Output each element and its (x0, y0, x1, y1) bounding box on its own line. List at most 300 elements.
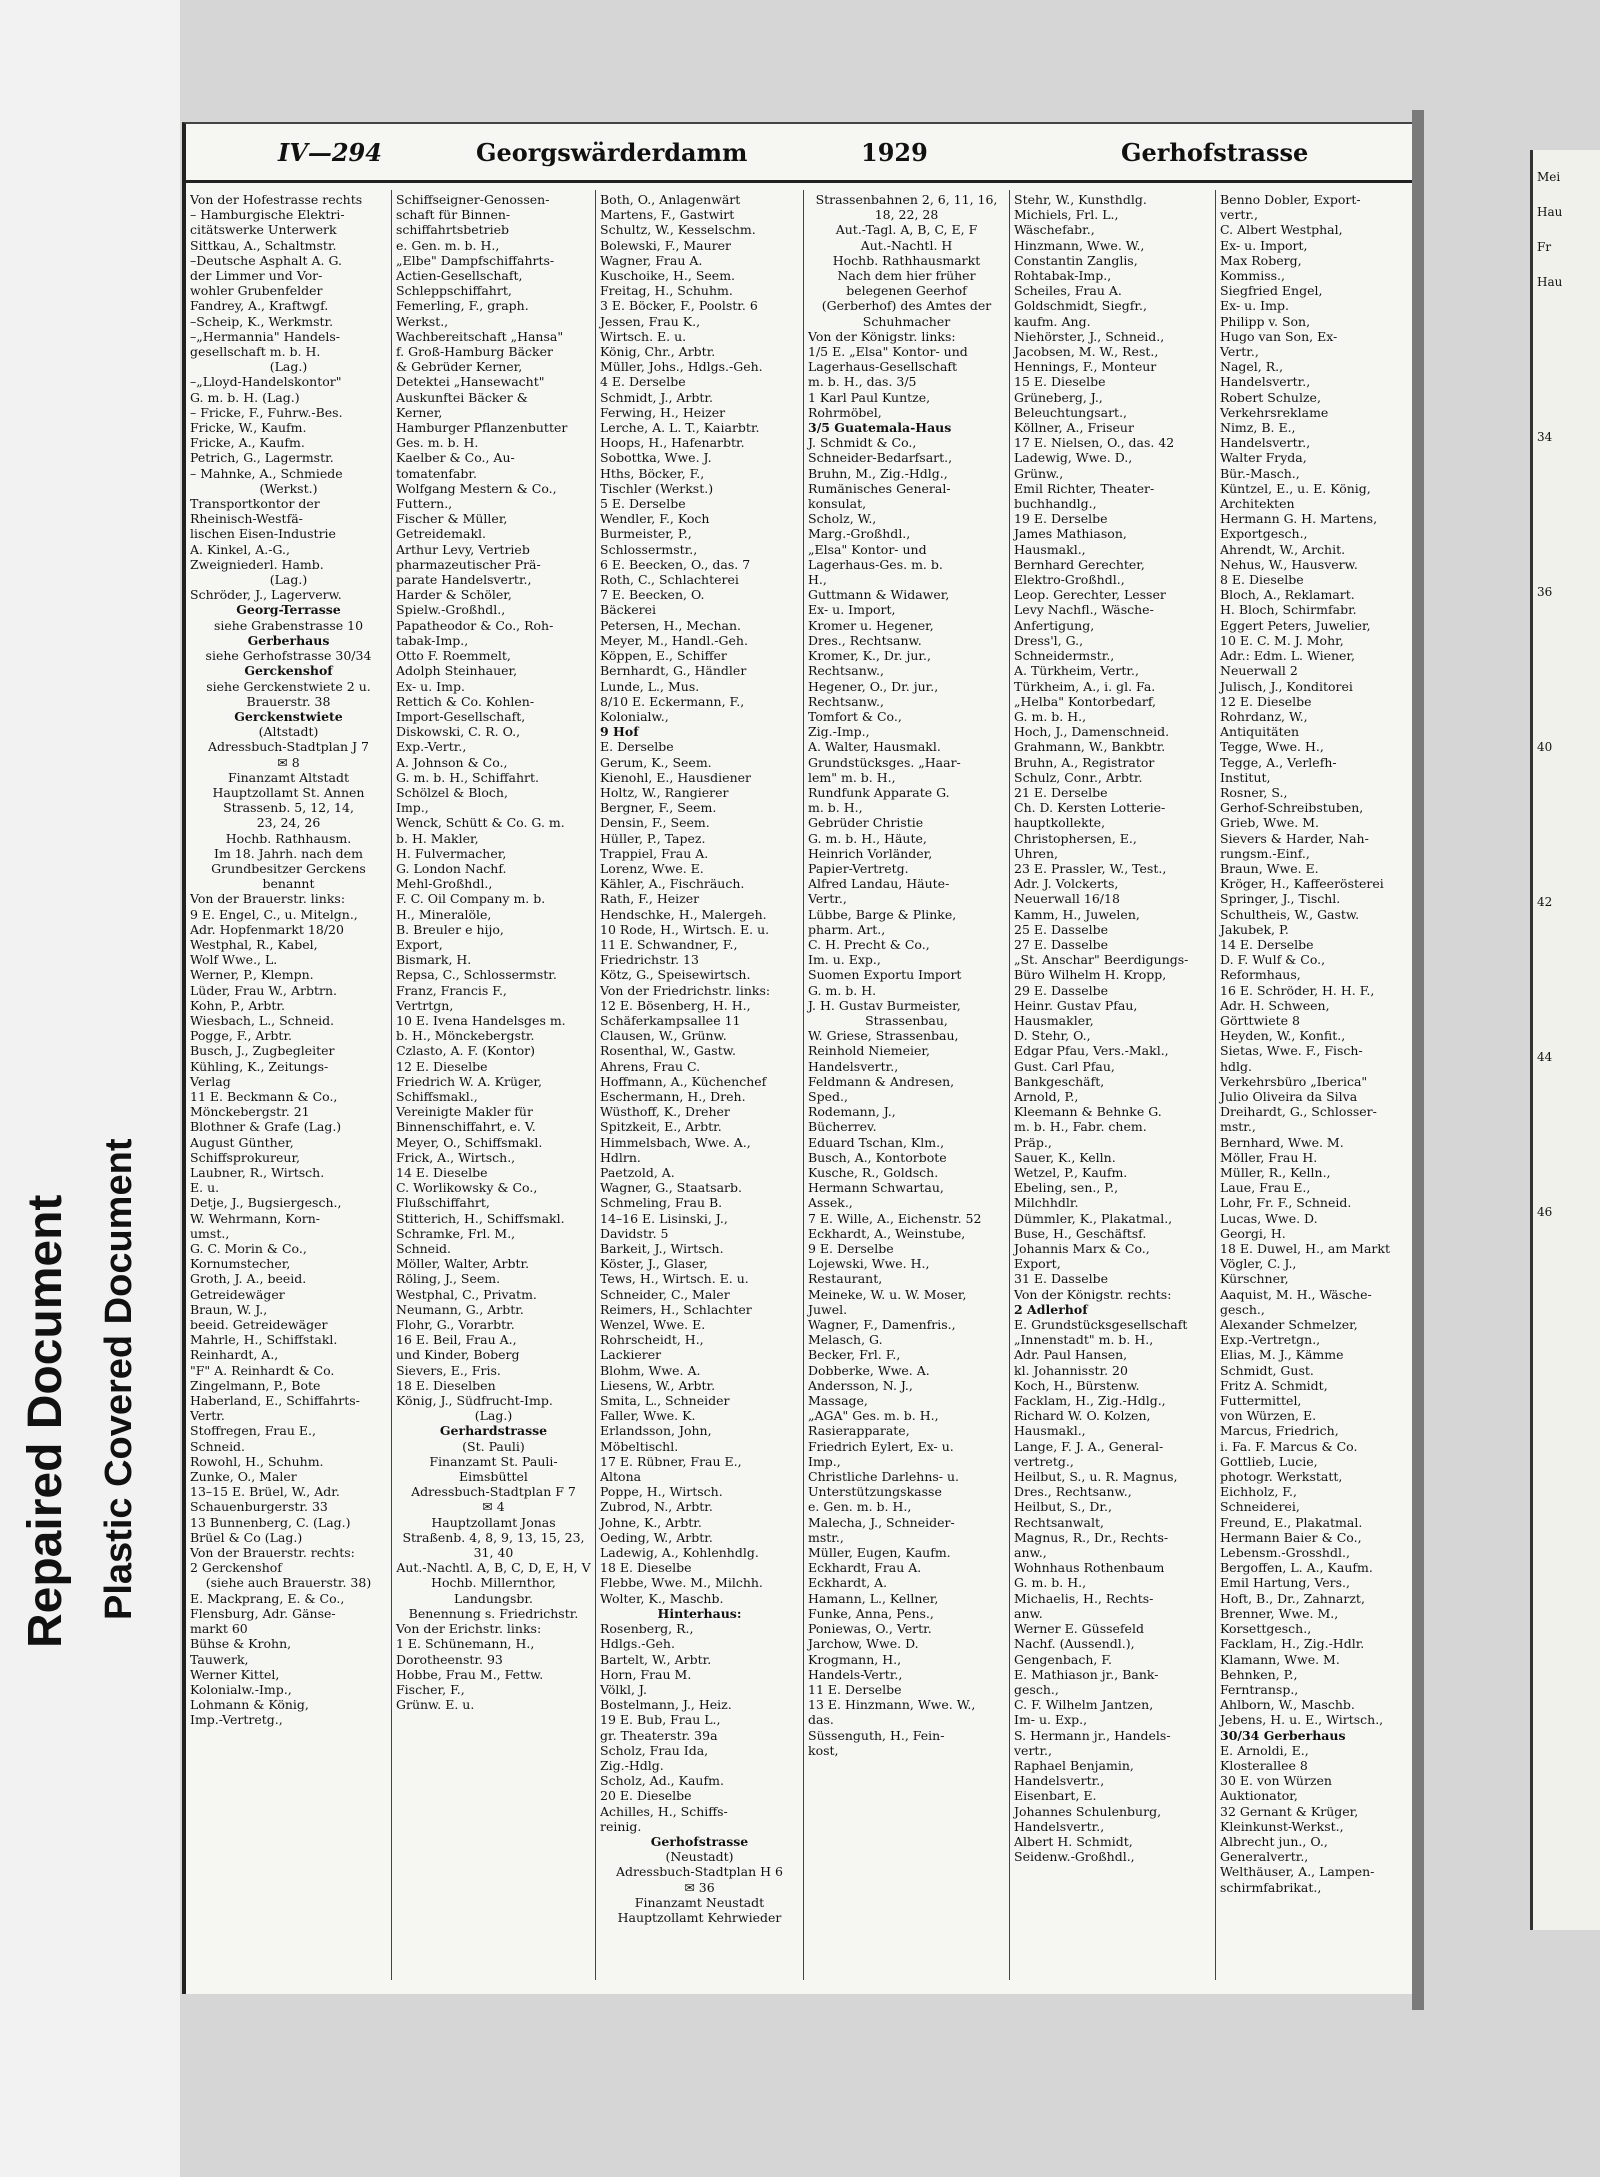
adjacent-page-line: 36 (1537, 585, 1553, 599)
directory-line: Export, (396, 936, 443, 952)
directory-line: (Lag.) (269, 359, 308, 375)
directory-line: Schulz, Conr., Arbtr. (1014, 769, 1143, 785)
directory-line: Sietas, Wwe. F., Fisch- (1220, 1043, 1363, 1059)
directory-line: Bergoffen, L. A., Kaufm. (1220, 1560, 1373, 1576)
directory-line: Rechtsanwalt, (1014, 1514, 1104, 1530)
directory-line: G. m. b. H. (808, 982, 877, 998)
directory-line: 27 E. Dasselbe (1014, 936, 1109, 952)
directory-line: Malecha, J., Schneider- (808, 1514, 955, 1530)
directory-line: Westphal, R., Kabel, (190, 936, 318, 952)
directory-line: Büro Wilhelm H. Kropp, (1014, 967, 1167, 983)
directory-line: Kromer, K., Dr. jur., (808, 648, 931, 664)
directory-line: Jakubek, P. (1220, 921, 1289, 937)
directory-line: Krogmann, H., (808, 1651, 902, 1667)
directory-line: „Innenstadt" m. b. H., (1014, 1332, 1154, 1348)
directory-line: Imp.-Vertretg., (190, 1712, 283, 1728)
directory-line: Exportgesch., (1220, 526, 1308, 542)
directory-line: J. Schmidt & Co., (808, 435, 917, 451)
directory-line: Wagner, G., Staatsarb. (600, 1180, 743, 1196)
directory-line: Schlossermstr., (600, 541, 698, 557)
directory-line: H. Bloch, Schirmfabr. (1220, 602, 1357, 618)
directory-line: Fischer & Müller, (396, 511, 508, 527)
page-edge-shadow (1412, 110, 1424, 2010)
directory-line: Siegfried Engel, (1220, 283, 1323, 299)
directory-line: Hoch, J., Damenschneid. (1014, 724, 1170, 740)
directory-line: Bür.-Masch., (1220, 465, 1300, 481)
directory-line: – Fricke, F., Fuhrw.-Bes. (190, 404, 343, 420)
directory-line: gesch., (1220, 1301, 1265, 1317)
directory-line: Hochb. Rathhausm. (225, 830, 352, 846)
column-4 (804, 190, 1010, 1980)
directory-line: Verkehrsreklame (1220, 404, 1329, 420)
directory-line: Eckhardt, A., Weinstube, (808, 1225, 966, 1241)
directory-line: Hths, Böcker, F., (600, 465, 705, 481)
directory-line: Detje, J., Bugsiergesch., (190, 1195, 342, 1211)
directory-line: Völkl, J. (600, 1681, 647, 1697)
directory-line: Export, (1014, 1256, 1061, 1272)
directory-line: Achilles, H., Schiffs- (600, 1803, 728, 1819)
directory-line: Exp.-Vertr., (396, 739, 467, 755)
directory-line: Lebensm.-Grosshdl., (1220, 1545, 1350, 1561)
directory-line: siehe Gerhofstrasse 30/34 (205, 648, 372, 664)
directory-line: photogr. Werkstatt, (1220, 1469, 1343, 1485)
directory-line: Flußschiffahrt, (396, 1195, 490, 1211)
directory-line: mstr., (1220, 1119, 1256, 1135)
directory-line: Handelsvertr., (1220, 435, 1311, 451)
directory-line: Schuhmacher (862, 313, 951, 329)
directory-line: (Lag.) (474, 1408, 513, 1424)
directory-line: ✉ 8 (277, 754, 300, 770)
directory-line: Hamburger Pflanzenbutter (396, 420, 568, 436)
directory-line: Lucas, Wwe. D. (1220, 1210, 1318, 1226)
directory-line: Kusche, R., Goldsch. (808, 1165, 939, 1180)
directory-line: Hermann Baier & Co., (1220, 1529, 1362, 1545)
directory-line: Hauptzollamt Jonas (431, 1514, 556, 1530)
directory-line: Johne, K., Arbtr. (600, 1514, 702, 1530)
directory-line: Nagel, R., (1220, 359, 1284, 375)
directory-line: das. (808, 1712, 834, 1728)
directory-line: Kleemann & Behnke G. (1014, 1104, 1162, 1120)
directory-line: Marcus, Friedrich, (1220, 1423, 1339, 1439)
directory-line: 12 E. Bösenberg, H. H., (600, 997, 751, 1013)
directory-line: Kornumstecher, (190, 1256, 291, 1272)
directory-line: 31 E. Dasselbe (1014, 1271, 1109, 1287)
directory-line: Wendler, F., Koch (600, 511, 710, 527)
directory-line: Spitzkeit, E., Arbtr. (600, 1119, 722, 1135)
directory-line: Braun, W. J., (190, 1301, 268, 1317)
directory-line: (Altstadt) (258, 724, 319, 740)
directory-line: Stoffregen, Frau E., (190, 1423, 316, 1439)
directory-line: Bartelt, W., Arbtr. (600, 1651, 712, 1667)
directory-line: Jessen, Frau K., (600, 313, 701, 329)
directory-line: „Elsa" Kontor- und (808, 541, 927, 557)
directory-line: Guttmann & Widawer, (808, 587, 950, 603)
directory-line: Korsettgesch., (1220, 1621, 1312, 1637)
directory-line: Eichholz, F., (1220, 1484, 1297, 1500)
directory-line: ✉ 36 (684, 1879, 715, 1895)
column-6 (1216, 190, 1416, 1980)
directory-line: H., Mineralöle, (396, 906, 492, 922)
directory-line: Levy Nachfl., Wäsche- (1014, 602, 1154, 618)
directory-line: Schneider, C., Maler (600, 1286, 730, 1302)
directory-line: 11 E. Derselbe (808, 1681, 902, 1697)
directory-line: Gerhofstrasse (650, 1833, 749, 1849)
directory-line: Wüsthoff, K., Dreher (600, 1104, 730, 1120)
directory-line: Ferwing, H., Heizer (600, 404, 726, 420)
directory-line: Becker, Frl. F., (808, 1347, 901, 1363)
directory-line: rungsm.-Einf., (1220, 845, 1310, 861)
directory-line: Getreidemakl. (396, 526, 487, 542)
directory-line: Eschermann, H., Dreh. (600, 1088, 746, 1104)
directory-line: Goldschmidt, Siegfr., (1014, 298, 1147, 314)
directory-line: Elektro-Großhdl., (1014, 572, 1125, 588)
directory-line: 14 E. Dieselbe (396, 1165, 488, 1180)
directory-line: Möbeltischl. (600, 1438, 679, 1454)
directory-line: Wachbereitschaft „Hansa" (396, 328, 564, 344)
directory-line: Hausmakl., (1014, 541, 1086, 557)
directory-line: Seidenw.-Großhdl., (1014, 1849, 1135, 1865)
directory-line: Sped., (808, 1088, 848, 1104)
directory-line: Bruhn, A., Registrator (1014, 754, 1155, 770)
directory-line: Rodemann, J., (808, 1104, 896, 1120)
directory-line: G. m. b. H., Schiffahrt. (396, 769, 540, 785)
directory-line: Hdlgs.-Geh. (600, 1636, 675, 1652)
directory-line: Dobberke, Wwe. A. (808, 1362, 930, 1378)
directory-line: 17 E. Nielsen, O., das. 42 (1014, 435, 1175, 451)
directory-line: 19 E. Derselbe (1014, 511, 1108, 527)
directory-line: Meyer, M., Handl.-Geh. (600, 632, 748, 648)
directory-line: König, J., Südfrucht-Imp. (396, 1393, 553, 1409)
directory-line: Hegener, O., Dr. jur., (808, 678, 939, 694)
directory-line: Im- u. Exp., (1014, 1712, 1088, 1728)
directory-line: Wiesbach, L., Schneid. (190, 1012, 335, 1028)
directory-line: Suomen Exportu Import (808, 967, 962, 983)
directory-line: schirmfabrikat., (1220, 1879, 1322, 1895)
directory-line: Köster, J., Glaser, (600, 1256, 708, 1272)
directory-line: Import-Gesellschaft, (396, 708, 526, 724)
directory-line: –„Hermannia" Handels- (190, 328, 341, 344)
directory-line: Finanzamt Altstadt (227, 769, 350, 785)
directory-line: Sauer, K., Kelln. (1014, 1149, 1116, 1165)
directory-line: Papatheodor & Co., Roh- (396, 617, 554, 633)
directory-line: Freund, E., Plakatmal. (1220, 1514, 1363, 1530)
directory-line: Stehr, W., Kunsthdlg. (1014, 192, 1147, 207)
directory-line: –„Lloyd-Handelskontor" (190, 374, 342, 390)
directory-line: E. Derselbe (600, 739, 674, 755)
directory-line: Klosterallee 8 (1220, 1757, 1308, 1773)
directory-line: 11 E. Schwandner, F., (600, 936, 738, 952)
directory-line: „AGA" Ges. m. b. H., (808, 1408, 939, 1424)
directory-line: tabak-Imp., (396, 632, 469, 648)
directory-line: Assek., (808, 1195, 853, 1211)
directory-line: 15 E. Dieselbe (1014, 374, 1106, 390)
directory-line: Ch. D. Kersten Lotterie- (1014, 800, 1166, 816)
directory-line: Fandrey, A., Kraftwgf. (190, 298, 329, 314)
directory-line: Grundbesitzer Gerckens (211, 860, 366, 876)
directory-line: Julisch, J., Konditorei (1220, 678, 1353, 694)
directory-line: Kohn, P., Arbtr. (190, 997, 285, 1013)
directory-line: Magnus, R., Dr., Rechts- (1014, 1529, 1169, 1545)
directory-line: Haberland, E., Schiffahrts- (190, 1393, 360, 1409)
scan-margin (0, 0, 180, 2177)
directory-line: Heyden, W., Konfit., (1220, 1028, 1346, 1044)
directory-line: vertr., (1220, 207, 1259, 223)
directory-line: Mehl-Großhdl., (396, 876, 493, 892)
directory-line: Uhren, (1014, 845, 1058, 861)
street-left: Georgswärderdamm (476, 138, 748, 167)
directory-line: Heinr. Gustav Pfau, (1014, 997, 1138, 1013)
directory-line: Aut.-Nachtl. A, B, C, D, E, H, V (396, 1560, 591, 1576)
directory-line: Vertr., (808, 891, 847, 907)
directory-line: Friedrich Eylert, Ex- u. (808, 1438, 954, 1454)
directory-line: kost, (808, 1742, 839, 1758)
directory-line: Handelsvertr., (1220, 374, 1311, 390)
directory-line: Exp.-Vertretgn., (1220, 1332, 1321, 1348)
directory-line: markt 60 (190, 1621, 248, 1637)
directory-line: Massage, (808, 1393, 868, 1409)
directory-line: Eimsbüttel (459, 1469, 528, 1485)
directory-line: e. Gen. m. b. H., (808, 1499, 912, 1515)
directory-line: E. Grundstücksgesellschaft (1014, 1317, 1188, 1333)
directory-line: Femerling, F., graph. (396, 298, 529, 314)
directory-line: E. Mackprang, E. & Co., (190, 1590, 345, 1606)
directory-line: Flohr, G., Vorarbtr. (396, 1317, 515, 1333)
directory-line: Arnold, P., (1014, 1088, 1079, 1104)
directory-line: Gerberhaus (247, 632, 330, 648)
directory-line: Präp., (1014, 1134, 1052, 1150)
directory-line: Schauenburgerstr. 33 (190, 1499, 328, 1515)
directory-line: Fricke, A., Kaufm. (190, 435, 305, 451)
directory-line: 13 E. Hinzmann, Wwe. W., (808, 1697, 976, 1713)
directory-line: Adr. H. Schween, (1220, 997, 1330, 1013)
directory-line: Von der Königstr. links: (808, 328, 956, 344)
directory-line: Rosenthal, W., Gastw. (600, 1043, 736, 1059)
directory-line: Eckhardt, A. (808, 1575, 888, 1591)
directory-line: Blothner & Grafe (Lag.) (190, 1119, 342, 1135)
directory-line: 31, 40 (473, 1545, 514, 1561)
directory-line: 12 E. Dieselbe (396, 1058, 488, 1074)
directory-line: Stitterich, H., Schiffsmakl. (396, 1210, 565, 1226)
directory-line: gr. Theaterstr. 39a (600, 1727, 718, 1743)
directory-line: Futtern., (396, 496, 453, 512)
directory-line: 16 E. Schröder, H. H. F., (1220, 982, 1375, 998)
directory-line: Roth, C., Schlachterei (600, 572, 739, 588)
directory-line: Verlag (190, 1073, 231, 1089)
directory-line: Kerner, (396, 404, 443, 420)
adjacent-page-line: Hau (1537, 275, 1563, 289)
column-2 (392, 190, 596, 1980)
directory-line: m. b. H., Fabr. chem. (1014, 1119, 1147, 1135)
directory-line: hdlg. (1220, 1058, 1253, 1074)
directory-line: 30/34 Gerberhaus (1220, 1727, 1346, 1743)
directory-line: Robert Schulze, (1220, 389, 1321, 405)
directory-line: Handelsvertr., (1014, 1818, 1105, 1834)
directory-line: Smita, L., Schneider (600, 1393, 730, 1409)
directory-line: Tischler (Werkst.) (600, 480, 714, 496)
directory-line: Emil Hartung, Vers., (1220, 1575, 1350, 1591)
directory-line: 18 E. Dieselbe (600, 1560, 692, 1576)
directory-line: Von der Brauerstr. rechts: (190, 1545, 355, 1561)
directory-line: Juwel. (808, 1301, 848, 1317)
directory-line: (Werkst.) (259, 480, 318, 496)
directory-line: Kröger, H., Kaffeerösterei (1220, 876, 1384, 892)
directory-line: Hoffmann, A., Küchenchef (600, 1073, 767, 1089)
directory-line: Hoft, B., Dr., Zahnarzt, (1220, 1590, 1365, 1606)
directory-line: Bruhn, M., Zig.-Hdlg., (808, 465, 948, 481)
directory-line: G. m. b. H., (1014, 1575, 1087, 1591)
directory-line: Kühling, K., Zeitungs- (190, 1058, 329, 1074)
directory-line: Paetzold, A. (600, 1165, 675, 1180)
directory-line: der Limmer und Vor- (190, 268, 323, 284)
directory-line: Schmeling, Frau B. (600, 1195, 723, 1211)
directory-line: Bloch, A., Reklamart. (1220, 587, 1355, 603)
directory-line: 32 Gernant & Krüger, (1220, 1803, 1359, 1819)
directory-line: Restaurant, (808, 1271, 883, 1287)
directory-line: mstr., (808, 1529, 844, 1545)
directory-line: Westphal, C., Privatm. (396, 1286, 537, 1302)
directory-line: anw., (1014, 1545, 1047, 1561)
directory-line: Institut, (1220, 769, 1271, 785)
directory-line: Möller, Walter, Arbtr. (396, 1256, 530, 1272)
directory-line: Tauwerk, (190, 1651, 249, 1667)
adjacent-page-line: 42 (1537, 895, 1553, 909)
directory-line: Lojewski, Wwe. H., (808, 1256, 930, 1272)
directory-line: von Würzen, E. (1220, 1408, 1317, 1424)
directory-line: Von der Königstr. rechts: (1014, 1286, 1172, 1302)
directory-line: J. H. Gustav Burmeister, (808, 997, 961, 1013)
directory-line: Rechtsanw., (808, 693, 884, 709)
directory-line: Müller, Eugen, Kaufm. (808, 1545, 951, 1561)
directory-line: Ex- u. Imp. (1220, 298, 1289, 314)
directory-line: Gerhardstrasse (439, 1423, 548, 1439)
directory-line: 9 E. Derselbe (808, 1241, 894, 1257)
page-number: IV—294 (278, 138, 382, 167)
directory-line: 11 E. Beckmann & Co., (190, 1088, 338, 1104)
directory-line: Ebeling, sen., P., (1014, 1180, 1119, 1196)
directory-line: Hendschke, H., Malergeh. (600, 906, 767, 922)
directory-line: Mahrle, H., Schiffstakl. (190, 1332, 338, 1348)
directory-line: vertr., (1014, 1742, 1053, 1758)
directory-line: 30 E. von Würzen (1220, 1773, 1332, 1789)
adjacent-page-line: Mei (1537, 170, 1561, 184)
directory-line: James Mathiason, (1014, 526, 1127, 542)
directory-line: Burmeister, P., (600, 526, 692, 542)
directory-line: m. b. H., (808, 800, 863, 816)
directory-line: Antiquitäten (1220, 724, 1300, 740)
directory-line: Adr. J. Volckerts, (1014, 876, 1119, 892)
directory-line: 8/10 E. Eckermann, F., (600, 693, 745, 709)
directory-line: 3 E. Böcker, F., Poolstr. 6 (600, 298, 758, 314)
directory-line: Zunke, O., Maler (190, 1469, 297, 1485)
directory-line: Koch, H., Bürstenw. (1014, 1377, 1140, 1393)
directory-line: 3/5 Guatemala-Haus (808, 420, 952, 436)
directory-line: – Mahnke, A., Schmiede (190, 465, 343, 481)
directory-line: Albert H. Schmidt, (1014, 1833, 1133, 1849)
directory-line: Hausmakl., (1014, 1423, 1086, 1439)
directory-line: Spielw.-Großhdl., (396, 602, 506, 618)
directory-line: Kaelber & Co., Au- (396, 450, 515, 466)
directory-line: Tegge, Wwe. H., (1220, 739, 1324, 755)
directory-line: 1/5 E. „Elsa" Kontor- und (808, 344, 968, 360)
directory-line: Laue, Frau E., (1220, 1180, 1311, 1196)
directory-line: Rosner, S., (1220, 784, 1288, 800)
directory-line: 19 E. Bub, Frau L., (600, 1712, 721, 1728)
directory-line: Ladewig, Wwe. D., (1014, 450, 1133, 466)
directory-line: Auktionator, (1220, 1788, 1298, 1804)
directory-line: Pogge, F., Arbtr. (190, 1028, 293, 1044)
directory-line: A. Walter, Hausmakl. (808, 739, 941, 755)
directory-line: parate Handelsvertr., (396, 572, 532, 588)
directory-line: i. Fa. F. Marcus & Co. (1220, 1438, 1358, 1454)
page-header (186, 132, 1416, 180)
directory-line: Feldmann & Andresen, (808, 1073, 955, 1089)
year: 1929 (861, 138, 928, 167)
directory-line: Kromer u. Hegener, (808, 617, 934, 633)
directory-line: Verkehrsbüro „Iberica" (1220, 1073, 1368, 1089)
side-label-secondary: Plastic Covered Document (98, 1138, 140, 1620)
directory-line: C. F. Wilhelm Jantzen, (1014, 1697, 1154, 1713)
directory-line: Sievers, E., Fris. (396, 1362, 501, 1378)
directory-line: Lohr, Fr. F., Schneid. (1220, 1195, 1352, 1211)
directory-line: Hoops, H., Hafenarbtr. (600, 435, 745, 451)
directory-line: 29 E. Dasselbe (1014, 982, 1109, 998)
directory-line: Adressbuch-Stadtplan H 6 (616, 1864, 783, 1880)
directory-line: Scholz, Ad., Kaufm. (600, 1773, 724, 1789)
directory-line: Sittkau, A., Schaltmstr. (190, 237, 337, 253)
directory-line: citätswerke Unterwerk (190, 222, 337, 238)
directory-line: Lagerhaus-Ges. m. b. (808, 556, 943, 572)
directory-line: Werner Kittel, (190, 1666, 280, 1682)
directory-line: Rheinisch-Westfä- (190, 511, 303, 527)
directory-line: Lackierer (600, 1347, 662, 1363)
directory-line: 21 E. Derselbe (1014, 784, 1108, 800)
directory-line: Johannis Marx & Co., (1014, 1241, 1150, 1257)
directory-line: Brauerstr. 38 (246, 693, 331, 709)
directory-line: Hinterhaus: (657, 1605, 742, 1621)
adjacent-page (1530, 150, 1600, 1930)
directory-line: Dres., Rechtsanw. (808, 632, 922, 648)
directory-line: Hauptzollamt St. Annen (212, 784, 365, 800)
directory-line: W. Wehrmann, Korn- (190, 1210, 320, 1226)
directory-line: Kleinkunst-Werkst., (1220, 1818, 1344, 1834)
directory-line: G. m. b. H., Häute, (808, 830, 927, 846)
directory-line: schaft für Binnen- (396, 207, 511, 223)
directory-line: (Neustadt) (665, 1849, 734, 1865)
directory-line: schiffahrtsbetrieb (396, 222, 510, 238)
directory-line: Schiffsmakl., (396, 1088, 478, 1104)
directory-line: Oeding, W., Arbtr. (600, 1529, 713, 1545)
directory-line: 23 E. Prassler, W., Test., (1014, 860, 1167, 876)
directory-line: 16 E. Beil, Frau A., (396, 1332, 517, 1348)
directory-line: F. C. Oil Company m. b. (396, 891, 546, 907)
directory-line: Benno Dobler, Export- (1220, 192, 1361, 207)
directory-line: Tomfort & Co., (808, 708, 902, 724)
directory-line: Bühse & Krohn, (190, 1636, 292, 1652)
adjacent-page-line: 34 (1537, 430, 1553, 444)
directory-line: Köllner, A., Friseur (1014, 420, 1134, 436)
directory-line: umst., (190, 1225, 230, 1241)
directory-line: Sobottka, Wwe. J. (600, 450, 712, 466)
directory-line: Liesens, W., Arbtr. (600, 1377, 716, 1393)
directory-line: pharmazeutischer Prä- (396, 556, 541, 572)
directory-line: Köppen, E., Schiffer (600, 648, 727, 664)
directory-line: Behnken, P., (1220, 1666, 1298, 1682)
directory-line: Anfertigung, (1014, 617, 1095, 633)
directory-line: Emil Richter, Theater- (1014, 480, 1155, 496)
directory-line: 14–16 E. Lisinski, J., (600, 1210, 728, 1226)
directory-line: Frick, A., Wirtsch., (396, 1149, 516, 1165)
directory-line: Neumann, G., Arbtr. (396, 1301, 524, 1317)
